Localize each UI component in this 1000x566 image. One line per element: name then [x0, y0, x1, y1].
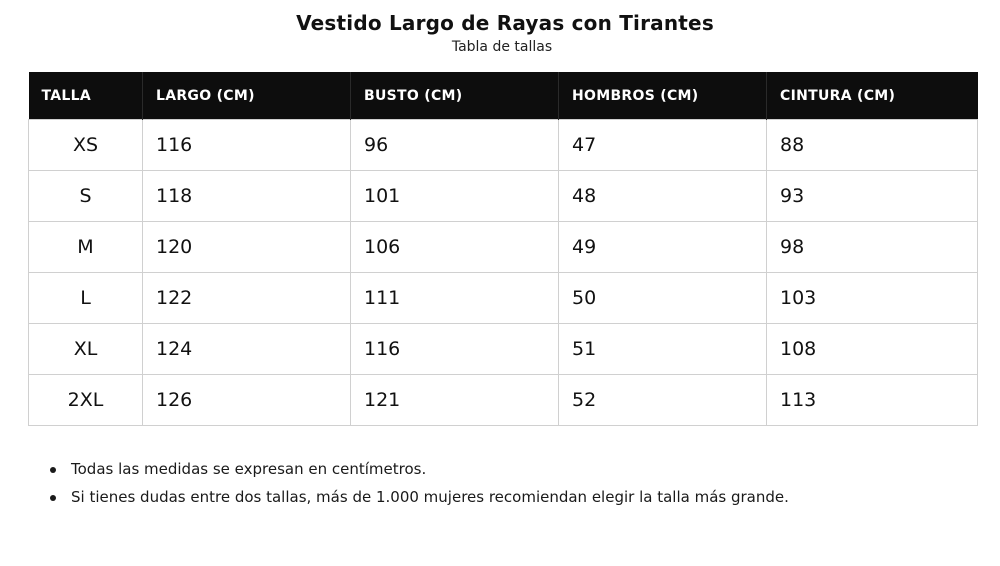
cintura-cell: 108: [767, 324, 978, 375]
cintura-cell: 103: [767, 273, 978, 324]
bullet-icon: [50, 467, 56, 473]
table-row: [29, 222, 978, 273]
size-cell: XL: [29, 324, 143, 375]
cintura-cell: 93: [767, 171, 978, 222]
column-header-largo: LARGO (CM): [143, 72, 351, 120]
column-header-cintura: CINTURA (CM): [767, 72, 978, 120]
busto-cell: 111: [351, 273, 559, 324]
size-cell: L: [29, 273, 143, 324]
table-row: [29, 375, 978, 426]
table-row: [29, 120, 978, 171]
hombros-cell: 48: [559, 171, 767, 222]
largo-cell: 118: [143, 171, 351, 222]
table-row: [29, 273, 978, 324]
size-table: [28, 72, 978, 426]
busto-cell: 96: [351, 120, 559, 171]
hombros-cell: 51: [559, 324, 767, 375]
table-row: [29, 171, 978, 222]
hombros-cell: 49: [559, 222, 767, 273]
note-text: Todas las medidas se expresan en centímetros.: [71, 460, 427, 478]
size-cell: 2XL: [29, 375, 143, 426]
bullet-icon: [50, 495, 56, 501]
size-cell: M: [29, 222, 143, 273]
hombros-cell: 50: [559, 273, 767, 324]
notes-list: [44, 455, 789, 511]
column-header-hombros: HOMBROS (CM): [559, 72, 767, 120]
largo-cell: 124: [143, 324, 351, 375]
page-title: Vestido Largo de Rayas con Tirantes: [296, 11, 714, 35]
table-row: [29, 324, 978, 375]
column-header-busto: BUSTO (CM): [351, 72, 559, 120]
busto-cell: 121: [351, 375, 559, 426]
size-cell: XS: [29, 120, 143, 171]
note-text: Si tienes dudas entre dos tallas, más de 1.000 mujeres recomiendan elegir la talla más grande.: [71, 488, 789, 506]
hombros-cell: 47: [559, 120, 767, 171]
largo-cell: 120: [143, 222, 351, 273]
page-subtitle: Tabla de tallas: [451, 39, 553, 55]
busto-cell: 101: [351, 171, 559, 222]
busto-cell: 116: [351, 324, 559, 375]
cintura-cell: 98: [767, 222, 978, 273]
cintura-cell: 113: [767, 375, 978, 426]
largo-cell: 126: [143, 375, 351, 426]
column-header-talla: TALLA: [29, 72, 143, 120]
note-item: [44, 483, 789, 511]
cintura-cell: 88: [767, 120, 978, 171]
largo-cell: 116: [143, 120, 351, 171]
size-cell: S: [29, 171, 143, 222]
table-header-row: [29, 72, 978, 120]
note-item: [44, 455, 789, 483]
busto-cell: 106: [351, 222, 559, 273]
hombros-cell: 52: [559, 375, 767, 426]
largo-cell: 122: [143, 273, 351, 324]
